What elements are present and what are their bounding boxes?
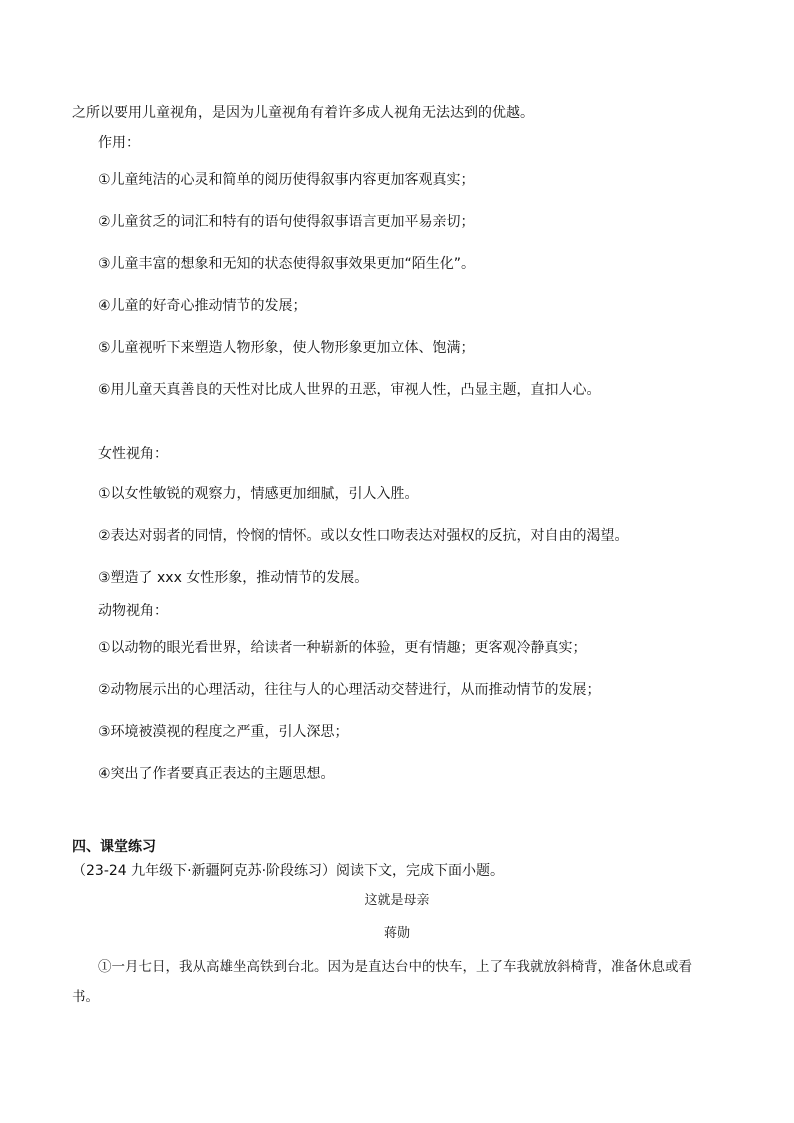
child-item: ①儿童纯洁的心灵和简单的阅历使得叙事内容更加客观真实； [98, 172, 475, 188]
child-item: ③儿童丰富的想象和无知的状态使得叙事效果更加“陌生化”。 [98, 256, 476, 272]
child-item: ②儿童贫乏的词汇和特有的语句使得叙事语言更加平易亲切； [98, 214, 475, 230]
article-author: 蒋勋 [383, 926, 410, 941]
animal-label: 动物视角： [98, 603, 168, 619]
section-heading: 四、课堂练习 [72, 839, 156, 855]
female-label: 女性视角： [98, 446, 168, 462]
female-item: ③塑造了 xxx 女性形象，推动情节的发展。 [98, 570, 369, 586]
exercise-source: （23-24 九年级下·新疆阿克苏·阶段练习）阅读下文，完成下面小题。 [72, 863, 505, 879]
female-item: ①以女性敏锐的观察力，情感更加细腻，引人入胜。 [98, 486, 419, 502]
animal-item: ②动物展示出的心理活动，往往与人的心理活动交替进行，从而推动情节的发展； [98, 682, 601, 698]
animal-item: ③环境被漠视的程度之严重，引人深思； [98, 724, 349, 740]
article-title: 这就是母亲 [364, 893, 430, 908]
child-item: ④儿童的好奇心推动情节的发展； [98, 298, 307, 314]
female-item: ②表达对弱者的同情，怜悯的情怀。或以女性口吻表达对强权的反抗，对自由的渴望。 [98, 528, 629, 544]
intro-lead: 之所以要用儿童视角，是因为儿童视角有着许多成人视角无法达到的优越。 [72, 105, 534, 121]
animal-item: ④突出了作者要真正表达的主题思想。 [98, 766, 335, 782]
animal-item: ①以动物的眼光看世界，给读者一种崭新的体验，更有情趣；更客观冷静真实； [98, 640, 587, 656]
child-item: ⑤儿童视听下来塑造人物形象，使人物形象更加立体、饱满； [98, 340, 475, 356]
article-paragraph-line: 书。 [72, 989, 99, 1005]
effect-label: 作用： [98, 135, 140, 151]
child-item: ⑥用儿童天真善良的天性对比成人世界的丑恶，审视人性，凸显主题，直扣人心。 [98, 382, 601, 398]
article-paragraph-line: ①一月七日，我从高雄坐高铁到台北。因为是直达台中的快车，上了车我就放斜椅背，准备休息或看 [98, 959, 692, 975]
